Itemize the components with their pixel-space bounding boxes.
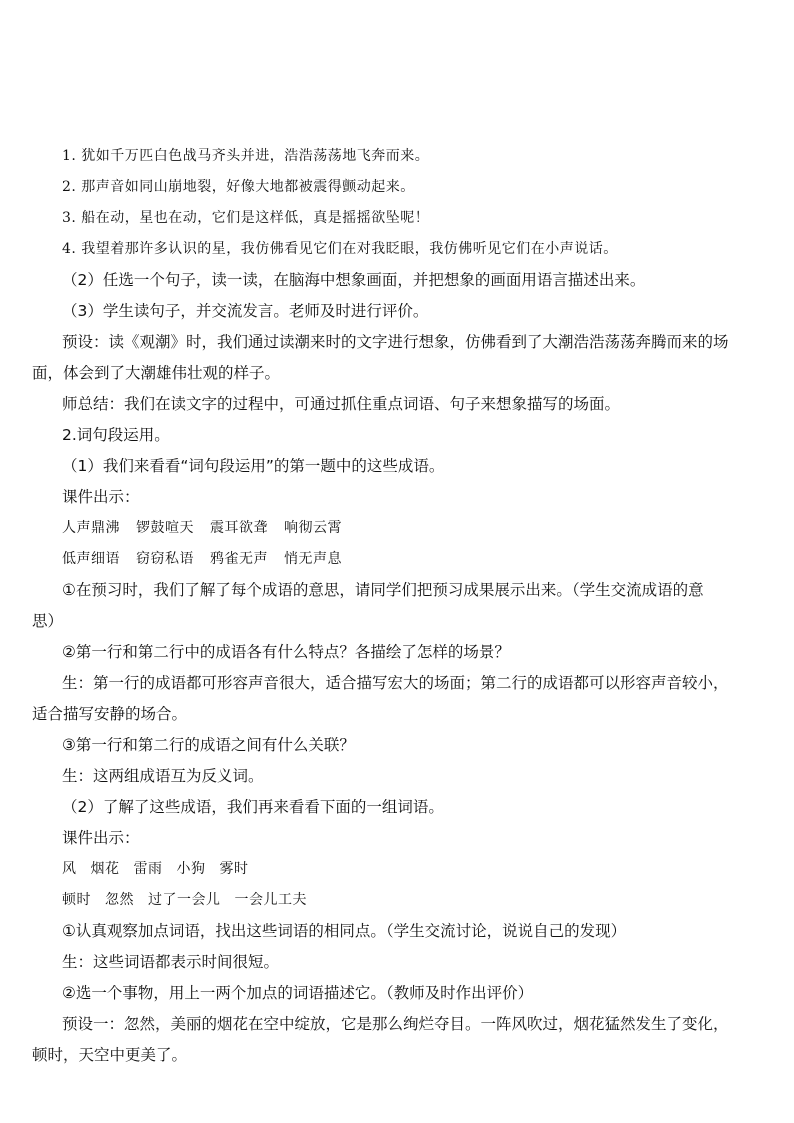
step-3-text: （3）学生读句子，并交流发言。老师及时进行评价。 (62, 302, 429, 320)
preset-paragraph-line-2: 面，体会到了大潮雄伟壮观的样子。 (32, 364, 281, 382)
slide-label-1: 课件出示： (62, 488, 140, 506)
example-sentence-2: 2. 那声音如同山崩地裂，好像大地都被震得颤动起来。 (62, 179, 415, 195)
word-item: 忽然 (105, 892, 134, 908)
question-1-line-2: 思） (32, 612, 64, 630)
idiom-item: 响彻云霄 (284, 520, 342, 536)
question-3: ③第一行和第二行的成语之间有什么关联？ (62, 736, 355, 754)
word-row-2 (62, 890, 321, 910)
example-sentence-3: 3. 船在动，星也在动，它们是这样低，真是摇摇欲坠呢！ (62, 210, 430, 226)
question-2: ②第一行和第二行中的成语各有什么特点？各描绘了怎样的场景？ (62, 643, 510, 661)
idiom-row-1 (62, 518, 358, 538)
describe-task: ②选一个事物，用上一两个加点的词语描述它。（教师及时作出评价） (62, 984, 534, 1002)
preset-paragraph-line-1: 预设：读《观潮》时，我们通过读潮来时的文字进行想象，仿佛看到了大潮浩浩荡荡奔腾而来的场 (62, 333, 729, 351)
example-sentence-4: 4. 我望着那许多认识的星，我仿佛看见它们在对我眨眼，我仿佛听见它们在小声说话。 (62, 241, 618, 257)
student-answer-1-line-1: 生：第一行的成语都可形容声音很大，适合描写宏大的场面；第二行的成语都可以形容声音较小， (62, 674, 729, 692)
section-heading-word-usage: 2.词句段运用。 (62, 426, 170, 444)
example-sentence-1: 1. 犹如千万匹白色战马齐头并进，浩浩荡荡地飞奔而来。 (62, 148, 430, 164)
idiom-item: 窃窃私语 (136, 551, 194, 567)
word-item: 一会儿工夫 (234, 892, 307, 908)
student-answer-3: 生：这些词语都表示时间很短。 (62, 953, 280, 971)
word-item: 风 (62, 861, 77, 877)
word-item: 雷雨 (133, 861, 163, 877)
task-2-text: （2）了解了这些成语，我们再来看看下面的一组词语。 (62, 798, 444, 816)
word-item: 顿时 (62, 892, 91, 908)
word-item: 小狗 (176, 861, 206, 877)
word-item: 烟花 (90, 861, 120, 877)
word-row-1 (62, 859, 263, 879)
teacher-summary: 师总结：我们在读文字的过程中，可通过抓住重点词语、句子来想象描写的场面。 (62, 395, 621, 413)
observe-task: ①认真观察加点词语，找出这些词语的相同点。（学生交流讨论，说说自己的发现） (62, 922, 627, 940)
question-1-line-1: ①在预习时，我们了解了每个成语的意思，请同学们把预习成果展示出来。（学生交流成语的意 (62, 581, 704, 599)
step-2-text: （2）任选一个句子，读一读，在脑海中想象画面，并把想象的画面用语言描述出来。 (62, 271, 646, 289)
preset-1-line-1: 预设一：忽然，美丽的烟花在空中绽放，它是那么绚烂夺目。一阵风吹过，烟花猛然发生了变化， (62, 1015, 729, 1033)
student-answer-1-line-2: 适合描写安静的场合。 (32, 705, 188, 723)
word-item: 过了一会儿 (148, 892, 221, 908)
preset-1-line-2: 顿时，天空中更美了。 (32, 1046, 188, 1064)
idiom-item: 锣鼓喧天 (136, 520, 194, 536)
student-answer-2: 生：这两组成语互为反义词。 (62, 767, 264, 785)
idiom-item: 鸦雀无声 (210, 551, 268, 567)
idiom-row-2 (62, 549, 358, 569)
slide-label-2: 课件出示： (62, 829, 140, 847)
idiom-item: 震耳欲聋 (210, 520, 268, 536)
word-item: 雾时 (219, 861, 249, 877)
idiom-item: 低声细语 (62, 551, 120, 567)
idiom-item: 人声鼎沸 (62, 520, 120, 536)
idiom-item: 悄无声息 (284, 551, 342, 567)
task-1-text: （1）我们来看看“词句段运用”的第一题中的这些成语。 (62, 457, 445, 475)
